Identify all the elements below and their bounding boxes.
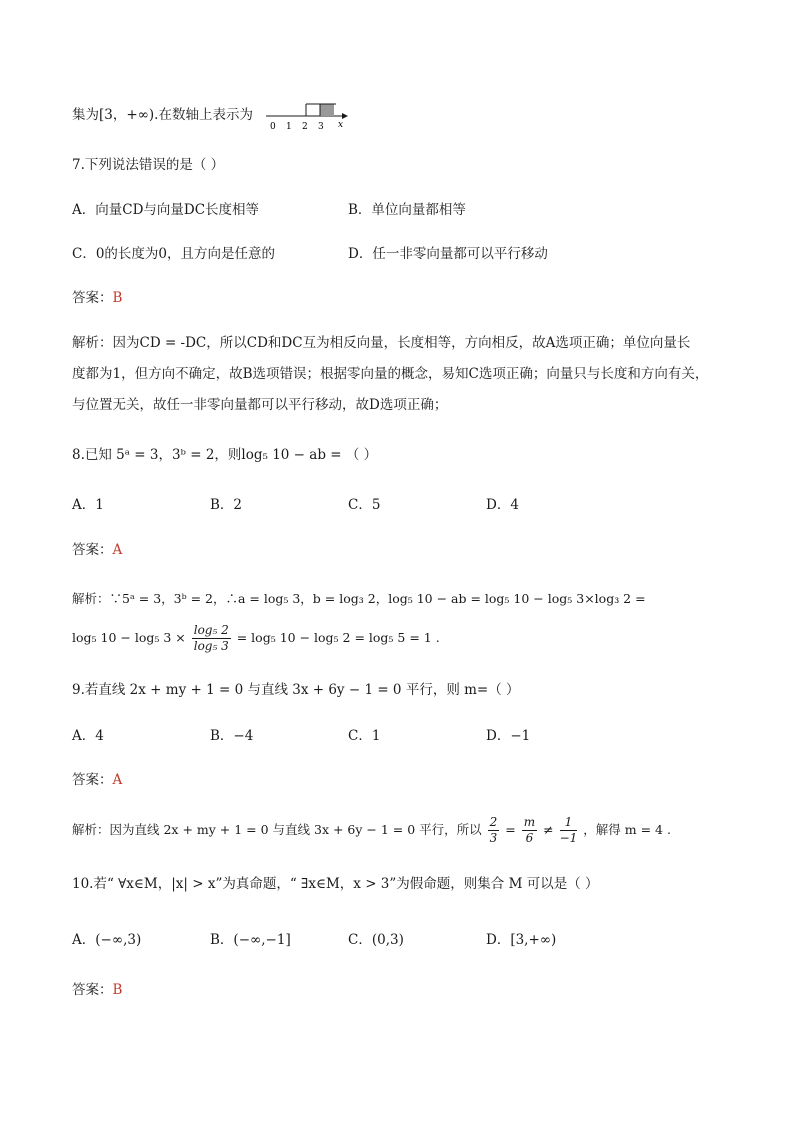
- q8-option-b: B．2: [210, 497, 243, 513]
- q7-analysis-line-2: 度都为1，但方向不确定，故B选项错误；根据零向量的概念，易知C选项正确；向量只与长度和方向有关，: [72, 366, 709, 382]
- q7-option-b: B．单位向量都相等: [348, 202, 466, 218]
- q7-answer: 答案：B: [72, 290, 123, 306]
- q10-option-c: C．(0,3): [348, 932, 404, 948]
- intro-text: 集为[3，+∞).在数轴上表示为: [72, 107, 253, 123]
- tick-2: 2: [302, 122, 308, 132]
- q8-analysis-line-1: 解析：∵5ᵃ = 3，3ᵇ = 2，∴a = log₅ 3，b = log₃ 2，log₅ 10 − ab = log₅ 10 − log₅ 3×log₃ 2 =: [72, 591, 646, 606]
- number-line-figure: [262, 96, 352, 136]
- tick-1: 1: [286, 122, 292, 132]
- tick-3: 3: [318, 122, 324, 132]
- q9-option-b: B．−4: [210, 728, 254, 744]
- q9-analysis: 解析：因为直线 2x + my + 1 = 0 与直线 3x + 6y − 1 = 0 平行，所以 $\frac{2}{3}$ = $\frac{m}{6}$ ≠ $\frac{1}{-1}$ ，解得 m = 4 .: [72, 815, 671, 845]
- q9-stem: 9.若直线 2x + my + 1 = 0 与直线 3x + 6y − 1 = 0 平行，则 m=（ ）: [72, 682, 520, 698]
- tick-0: 0: [270, 122, 276, 132]
- q8-answer: 答案：A: [72, 542, 123, 558]
- q9-option-a: A．4: [72, 728, 104, 744]
- q7-option-d: D．任一非零向量都可以平行移动: [348, 246, 548, 262]
- q8-fraction: $\frac{\text{log₅ 2}}{\text{log₅ 3}}$: [193, 623, 229, 653]
- q8-option-d: D．4: [486, 497, 519, 513]
- q7-analysis-line-1: 解析：因为CD = -DC，所以CD和DC互为相反向量，长度相等，方向相反，故A选项正确；单位向量长: [72, 335, 691, 351]
- q10-stem: 10.若“ ∀x∈M，|x| > x”为真命题，“ ∃x∈M，x > 3”为假命题，则集合 M 可以是（ ）: [72, 876, 599, 892]
- q7-stem: 7.下列说法错误的是（ ）: [72, 157, 225, 173]
- q8-analysis-line-2: log₅ 10 − log₅ 3 × $\frac{\text{log₅ 2}}{\text{log₅ 3}}$ = log₅ 10 − log₅ 2 = log₅ 5 = 1 .: [72, 623, 440, 653]
- q8-option-c: C．5: [348, 497, 381, 513]
- q8-option-a: A．1: [72, 497, 104, 513]
- q7-option-a: A．向量CD与向量DC长度相等: [72, 202, 260, 218]
- q7-analysis-line-3: 与位置无关，故任一非零向量都可以平行移动，故D选项正确；: [72, 397, 448, 413]
- q10-option-b: B．(−∞,−1]: [210, 932, 291, 948]
- q10-answer: 答案：B: [72, 982, 123, 998]
- q10-option-d: D．[3,+∞): [486, 932, 557, 948]
- q9-option-c: C．1: [348, 728, 381, 744]
- q9-option-d: D．−1: [486, 728, 531, 744]
- q9-answer: 答案：A: [72, 772, 123, 788]
- q8-stem: 8.已知 5ᵃ = 3，3ᵇ = 2，则log₅ 10 − ab = （ ）: [72, 447, 378, 463]
- q10-option-a: A．(−∞,3): [72, 932, 142, 948]
- q7-option-c: C．0的长度为0，且方向是任意的: [72, 246, 276, 262]
- tick-x: x: [338, 120, 344, 130]
